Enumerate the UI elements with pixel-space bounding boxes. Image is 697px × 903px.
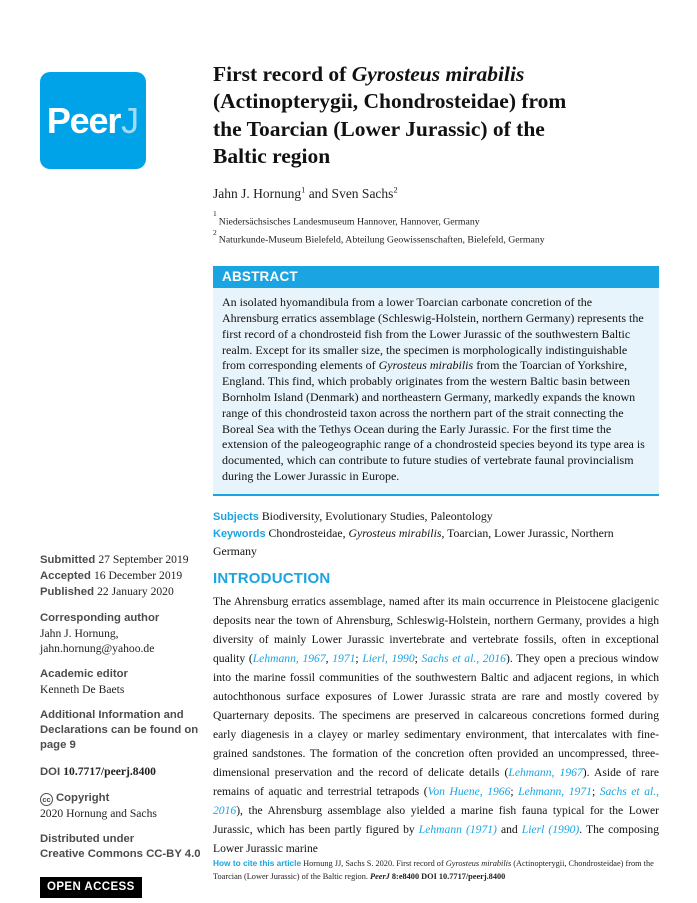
affiliation-number: 2: [213, 228, 217, 238]
text-segment: PeerJ: [370, 871, 390, 881]
citation-link[interactable]: 1971: [332, 652, 356, 666]
abstract-heading: ABSTRACT: [213, 266, 659, 288]
title-line: [213, 88, 659, 115]
text-segment: the Toarcian (Lower Jurassic) of the: [213, 116, 545, 141]
text-segment: (Actinopterygii, Chondrosteidae) from the Toarcian (Lower Jurassic) of the Baltic region.: [213, 859, 654, 881]
title-line: [213, 61, 659, 88]
text-segment: and: [496, 823, 522, 837]
history-dates: [40, 552, 212, 600]
text-segment: The Ahrensburg erratics assemblage, named after its main occurrence in Pleistocene glacigenic deposits near the town of Ahrensburg, Schleswig-Holstein, northern Germany, provides a high diversity of mainly Lower Jurassic invertebrate and vertebrate fossils, often in exceptional quality (: [213, 595, 659, 666]
submitted-label: Submitted: [40, 554, 96, 566]
article-info-sidebar: [40, 552, 212, 898]
accepted-date: 16 December 2019: [94, 569, 183, 582]
corresponding-author-name: Jahn J. Hornung,: [40, 627, 119, 640]
text-segment: Baltic region: [213, 144, 331, 169]
citation-link[interactable]: Sachs et al., 2016: [213, 785, 660, 818]
citation-link[interactable]: Lehmann (1971): [418, 823, 497, 837]
affiliations: [213, 211, 659, 249]
how-to-cite-label: How to cite this article: [213, 858, 302, 868]
affiliation-line: [213, 229, 659, 248]
text-segment: Gyrosteus mirabilis: [348, 526, 442, 541]
license-block: [40, 832, 212, 862]
doi-link[interactable]: 10.7717/peerj.8400: [63, 765, 156, 778]
citation-link[interactable]: Lierl (1990): [521, 823, 580, 837]
subjects-label: Subjects: [213, 510, 259, 523]
text-segment: 1: [301, 185, 306, 195]
introduction-paragraph: [213, 592, 659, 858]
copyright-label: Copyright: [56, 792, 110, 804]
corresponding-author-block: [40, 611, 212, 656]
additional-info-note: [40, 708, 212, 753]
accepted-label: Accepted: [40, 570, 91, 582]
text-segment: ;: [510, 785, 519, 799]
text-segment: ;: [355, 652, 363, 666]
academic-editor-name: Kenneth De Baets: [40, 683, 125, 696]
keywords-line: [213, 525, 659, 559]
academic-editor-block: [40, 667, 212, 697]
peerj-logo-j: J: [121, 99, 140, 141]
citation-link[interactable]: Von Huene, 1966: [427, 785, 511, 799]
peerj-logo: [40, 72, 146, 169]
text-segment: . The composing Lower Jurassic marine: [213, 823, 659, 856]
citation-link[interactable]: Lierl, 1990: [362, 652, 415, 666]
keywords-value: [213, 526, 614, 558]
doi-label: DOI: [40, 766, 61, 778]
submitted-line: [40, 552, 212, 568]
doi-block: [40, 764, 212, 780]
text-segment: 8:e8400 DOI 10.7717/peerj.8400: [389, 871, 506, 881]
affiliation-number: 1: [213, 209, 217, 219]
affiliation-text: Naturkunde-Museum Bielefeld, Abteilung Geowissenschaften, Bielefeld, Germany: [218, 234, 545, 246]
accepted-line: [40, 568, 212, 584]
distributed-under-label: Distributed under: [40, 833, 135, 845]
subjects-line: [213, 508, 659, 526]
title-line: [213, 116, 659, 143]
subjects-value: Biodiversity, Evolutionary Studies, Paleontology: [261, 508, 493, 523]
keywords-label: Keywords: [213, 528, 266, 541]
copyright-block: [40, 791, 212, 821]
published-line: [40, 584, 212, 600]
license-link[interactable]: Creative Commons CC-BY 4.0: [40, 848, 201, 860]
additional-info-text: Additional Information and Declarations can be found on page 9: [40, 709, 199, 751]
text-segment: Hornung JJ, Sachs S. 2020. First record of: [303, 859, 446, 868]
academic-editor-label: Academic editor: [40, 668, 128, 680]
text-segment: ,: [325, 652, 333, 666]
text-segment: Gyrosteus mirabilis: [378, 358, 474, 373]
affiliation-line: [213, 211, 659, 230]
article-title: [213, 61, 659, 171]
submitted-date: 27 September 2019: [98, 553, 189, 566]
text-segment: , Toarcian, Lower Jurassic, Northern Germany: [213, 526, 614, 558]
corresponding-email[interactable]: jahn.hornung@yahoo.de: [40, 642, 155, 655]
citation-link[interactable]: Sachs et al., 2016: [421, 652, 506, 666]
text-segment: ;: [591, 785, 600, 799]
peerj-logo-text: Peer: [46, 99, 121, 141]
text-segment: Gyrosteus mirabilis: [351, 62, 525, 86]
text-segment: and Sven Sachs: [305, 185, 394, 201]
text-segment: ). They open a precious window into the marine fossil communities of the southwestern Baltic and adjacent regions, in which autochthonous surface exposures of Lower Jurassic strata are rare and mostly covered by Quarternary deposits. The specimens are preserved in calcareous concretions formed during early diagenesis in a clayey or marley sedimentary environment, that intercalates with fine-grained sandstones. The formation of the concretion often provided an uncompressed, three-dimensional preservation and the record of delicate details (: [213, 652, 660, 780]
introduction-heading: INTRODUCTION: [213, 570, 331, 588]
text-segment: First record of: [213, 62, 352, 86]
text-segment: ), the Ahrensburg assemblage also yielded a marine fish fauna typical for the Lower Jurassic, which has been partly figured by: [213, 804, 659, 837]
cc-icon: cc: [40, 793, 53, 806]
abstract-section: [213, 266, 659, 496]
text-segment: from the Toarcian of Yorkshire, England. This find, which probably originates from the western Baltic basin between Bornholm Island (Denmark) and northeastern Germany, markedly expands the known range of this chondrosteid taxon across the northern part of the strait connecting the Boreal Sea with the Tethys Ocean during the Early Jurassic. For the first time the extension of the paleogeographic range of a chondrosteid species beyond its type area is documented, which can contribute to future studies of vertebrate faunal provincialism during the Lower Jurassic in Europe.: [222, 358, 645, 483]
published-date: 22 January 2020: [97, 585, 174, 598]
text-segment: An isolated hyomandibula from a lower Toarcian carbonate concretion of the Ahrensburg erratics assemblage (Schleswig-Holstein, northern Germany) represents the first record of a chondrosteid fish from the Lower Jurassic of the southwestern Baltic realm. Except for its smaller size, the specimen is morphologically indistinguishable from corresponding elements of: [222, 295, 644, 373]
text-segment: ;: [414, 652, 422, 666]
affiliation-text: Niedersächsisches Landesmuseum Hannover, Hannover, Germany: [218, 215, 480, 227]
copyright-line: [40, 791, 212, 806]
text-segment: (Actinopterygii, Chondrosteidae) from: [213, 89, 567, 114]
text-segment: 2: [393, 185, 398, 195]
text-segment: Chondrosteidae,: [268, 526, 349, 541]
text-segment: Gyrosteus mirabilis: [445, 859, 512, 868]
text-segment: ). Aside of rare remains of aquatic and terrestrial tetrapods (: [213, 766, 659, 799]
published-label: Published: [40, 586, 94, 598]
text-segment: Jahn J. Hornung: [213, 185, 302, 201]
citation-link[interactable]: Lehmann, 1971: [518, 785, 592, 799]
main-column: [213, 0, 659, 858]
authors-line: [213, 186, 659, 202]
copyright-holders: 2020 Hornung and Sachs: [40, 807, 157, 820]
citation-footer: [213, 857, 675, 883]
corresponding-author-label: Corresponding author: [40, 612, 160, 624]
subjects-keywords: [213, 508, 659, 560]
citation-link[interactable]: Lehmann, 1967: [252, 652, 326, 666]
title-line: [213, 143, 659, 170]
abstract-text: [213, 288, 659, 496]
open-access-badge[interactable]: OPEN ACCESS: [40, 877, 142, 898]
citation-link[interactable]: Lehmann, 1967: [508, 766, 583, 780]
